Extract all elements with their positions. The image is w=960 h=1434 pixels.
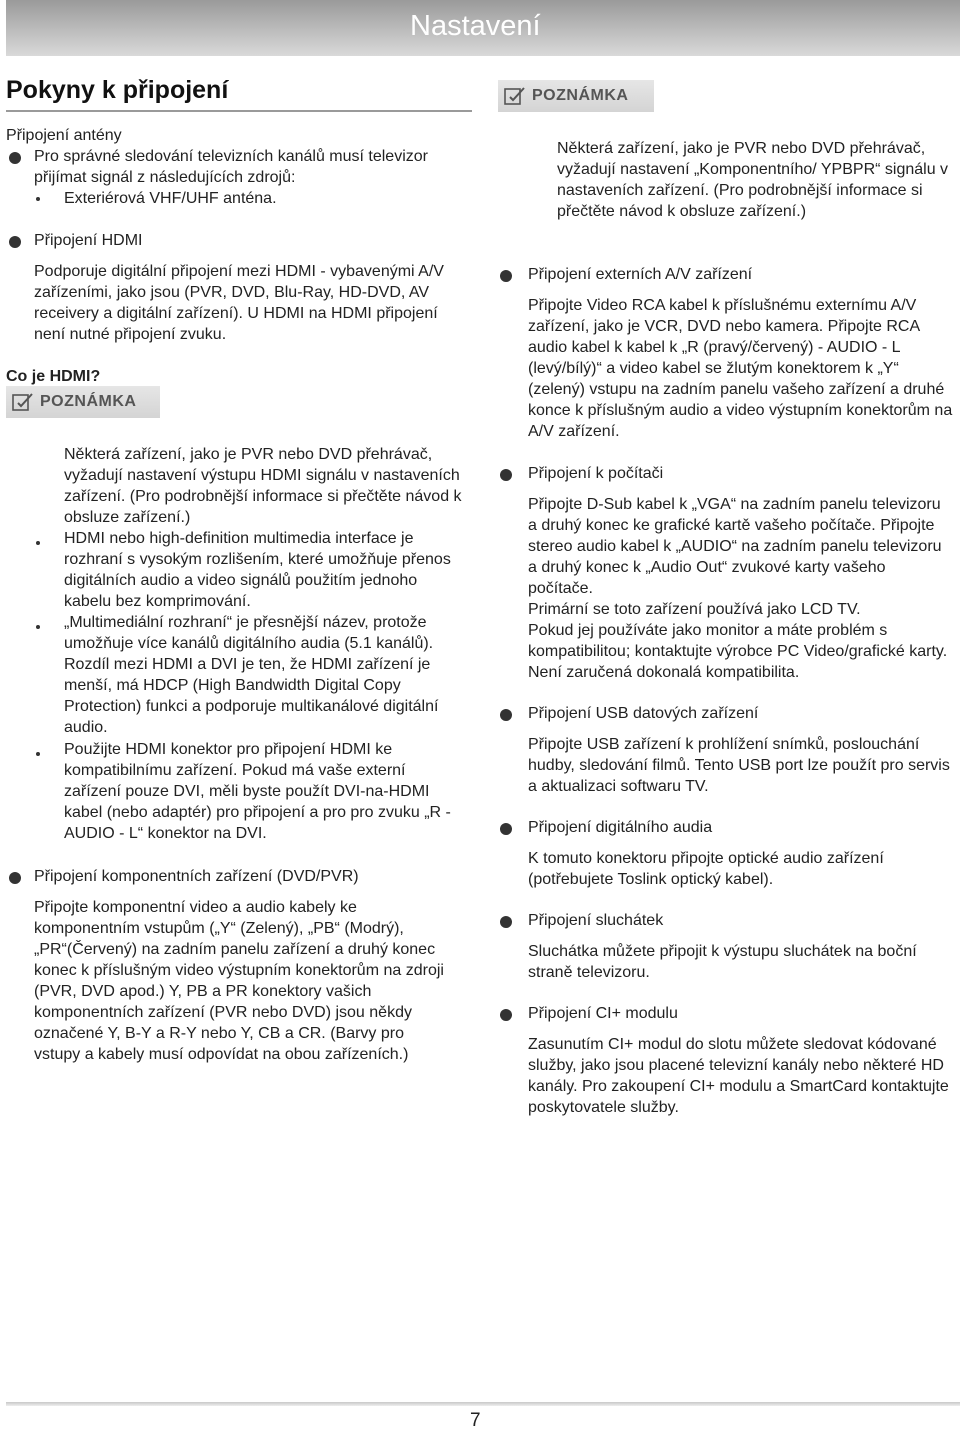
section-title: Nastavení (410, 10, 541, 42)
title-divider (6, 110, 472, 112)
usb-text: Připojte USB zařízení k prohlížení snímků, poslouchání hudby, sledování filmů. Tento USB port lze použít pro servis a aktualizaci softwaru TV. (528, 736, 950, 795)
bullet-icon (500, 1009, 512, 1021)
component-text: Připojte komponentní video a audio kabely ke komponentním vstupům („Y“ (Zelený), „PB“ (Modrý), „PR“(Červený) na zadním panelu zařízení a druhý konec konec k příslušným video výstupním konektorům na zdroji (PVR, DVD apod.) Y, PB a PR konektory vašich komponentních zařízení (PVR nebo DVD) jsou někdy označené Y, B-Y a R-Y nebo Y, CB a CR. (Barvy pro vstupy a kabely musí odpovídat na obou zařízeních.) (34, 899, 444, 1063)
note-pencil-icon (504, 86, 526, 106)
av-heading: Připojení externích A/V zařízení (528, 266, 753, 283)
page-title: Pokyny k připojení (6, 76, 229, 104)
note-label: POZNÁMKA (40, 393, 137, 410)
headphone-text: Sluchátka můžete připojit k výstupu sluchátek na boční straně televizoru. (528, 943, 917, 981)
hdmi-bullet-3: Použijte HDMI konektor pro připojení HDMI ke kompatibilnímu zařízení. Pokud má vaše externí zařízení pouze DVI, měli byste použít DVI-na-HDMI kabel (nebo adaptér) pro připojení a pro pro zvuku „R - AUDIO - L“ konektor na DVI. (64, 741, 451, 842)
pc-text-2: Primární se toto zařízení používá jako LCD TV. (528, 601, 861, 618)
bullet-icon (9, 872, 21, 884)
headphone-heading: Připojení sluchátek (528, 912, 664, 929)
page-number: 7 (470, 1410, 481, 1431)
pc-text: Připojte D-Sub kabel k „VGA“ na zadním panelu televizoru a druhý konec ke grafické kartě vašeho počítače. Připojte stereo audio kabel k „AUDIO“ na zadním panelu televizoru a druhý konec k „Audio Out“ zvukové karty vašeho počítače. (528, 496, 942, 597)
hdmi-bullet-1: HDMI nebo high-definition multimedia interface je rozhraní s vysokým rozlišením, které umožňuje přenos digitálních audio a video signálů použitím jednoho kabelu bez komprimování. (64, 530, 451, 610)
digital-audio-heading: Připojení digitálního audia (528, 819, 713, 836)
bullet-icon (36, 752, 40, 756)
note-text-right: Některá zařízení, jako je PVR nebo DVD přehrávač, vyžadují nastavení „Komponentního/ YPBPR“ signálu v nastaveních zařízení. (Pro podrobnější informace si přečtěte návod k obsluze zařízení.) (557, 140, 949, 220)
digital-audio-text: K tomuto konektoru připojte optické audio zařízení (potřebujete Toslink optický kabel). (528, 850, 884, 888)
note-box (498, 80, 654, 112)
note-pencil-icon (12, 392, 34, 412)
bullet-icon (500, 270, 512, 282)
what-is-hdmi-heading: Co je HDMI? (6, 368, 101, 385)
bullet-icon (500, 469, 512, 481)
hdmi-heading: Připojení HDMI (34, 232, 143, 249)
bullet-icon (9, 152, 21, 164)
hdmi-text: Podporuje digitální připojení mezi HDMI - vybavenými A/V zařízeními, jako jsou (PVR, DVD, Blu-Ray, HD-DVD, AV receivery a digitální zařízení). U HDMI na HDMI připojení není nutné připojení zvuku. (34, 263, 444, 343)
antenna-heading: Připojení antény (6, 127, 122, 144)
note-label: POZNÁMKA (532, 87, 629, 104)
hdmi-bullet-2: „Multimediální rozhraní“ je přesnější název, protože umožňuje více kanálů digitálního audia (5.1 kanálů). Rozdíl mezi HDMI a DVI je ten, že HDMI zařízení je menší, má HDCP (High Bandwidth Digital Copy Protection) funkci a podporuje multikanálové digitální audio. (64, 614, 439, 736)
note-box (6, 386, 160, 418)
ci-heading: Připojení CI+ modulu (528, 1005, 678, 1022)
ci-text: Zasunutím CI+ modul do slotu můžete sledovat kódované služby, jako jsou placené televizní kanály nebo některé HD kanály. Pro zakoupení CI+ modulu a SmartCard kontaktujte poskytovatele služby. (528, 1036, 949, 1116)
bullet-icon (9, 236, 21, 248)
bullet-icon (36, 541, 40, 545)
component-heading: Připojení komponentních zařízení (DVD/PVR) (34, 868, 359, 885)
bullet-icon (36, 197, 40, 201)
antenna-text: Pro správné sledování televizních kanálů musí televizor přijímat signál z následujících zdrojů: (34, 148, 428, 186)
bullet-icon (500, 709, 512, 721)
bullet-icon (500, 916, 512, 928)
bullet-icon (500, 823, 512, 835)
footer-divider (6, 1402, 960, 1406)
pc-text-3: Pokud jej používáte jako monitor a máte problém s kompatibilitou; kontaktujte výrobce PC Video/grafické karty. Není zaručená dokonalá kompatibilita. (528, 622, 948, 681)
antenna-sub: Exteriérová VHF/UHF anténa. (64, 190, 277, 207)
note-text: Některá zařízení, jako je PVR nebo DVD přehrávač, vyžadují nastavení výstupu HDMI signálu v nastaveních zařízení. (Pro podrobnější informace si přečtěte návod k obsluze zařízení.) (64, 446, 462, 526)
av-text: Připojte Video RCA kabel k příslušnému externímu A/V zařízení, jako je VCR, DVD nebo kamera. Připojte RCA audio kabel k kabel k „R (pravý/červený) - AUDIO - L (levý/bílý)“ a video kabel se žlutým konektorem k „Y“ (zelený) vstupu na zadním panelu vašeho zařízení a druhé konce k příslušným audio a video výstupním konektorům na A/V zařízení. (528, 297, 953, 440)
usb-heading: Připojení USB datových zařízení (528, 705, 759, 722)
bullet-icon (36, 625, 40, 629)
pc-heading: Připojení k počítači (528, 465, 664, 482)
